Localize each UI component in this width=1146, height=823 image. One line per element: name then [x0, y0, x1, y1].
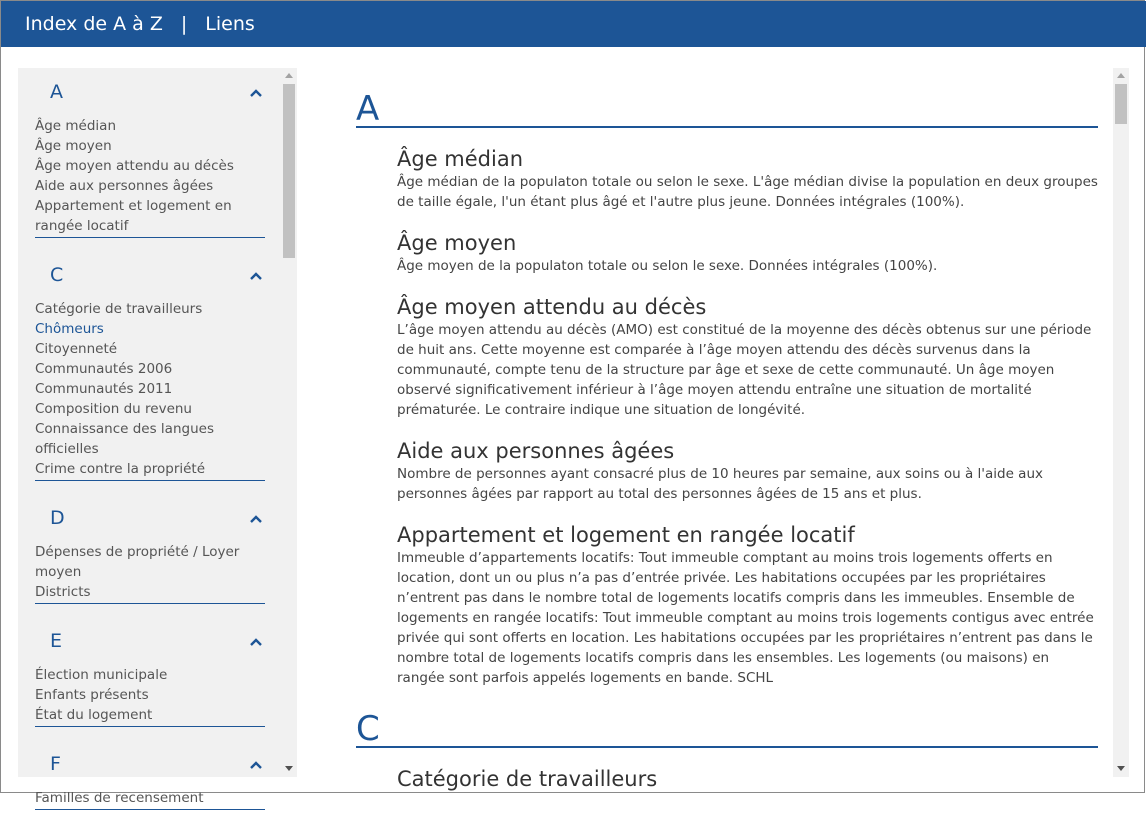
- chevron-up-icon[interactable]: [249, 514, 263, 524]
- entry-body: Nombre de personnes ayant consacré plus de 10 heures par semaine, aux soins ou à l'aide aux personnes âgées par rapport au total des personnes âgées de 15 ans et plus.: [397, 466, 1044, 502]
- sidebar-section-a: [18, 68, 281, 238]
- sidebar-section-header[interactable]: [35, 251, 281, 299]
- sidebar-item[interactable]: Âge médian: [35, 118, 117, 134]
- sidebar-section-header[interactable]: [35, 68, 281, 116]
- content-section-a: [356, 68, 1098, 688]
- scroll-up-arrow-icon[interactable]: [1117, 73, 1125, 78]
- sidebar-item[interactable]: Connaissance des langues officielles: [35, 421, 214, 457]
- sidebar-section-header[interactable]: [35, 740, 281, 788]
- chevron-up-icon[interactable]: [249, 760, 263, 770]
- sidebar-scroll-thumb[interactable]: [283, 84, 295, 258]
- sidebar-item[interactable]: Communautés 2006: [35, 361, 173, 377]
- entry-title: Âge moyen: [397, 231, 517, 255]
- sidebar-section-letter: C: [50, 264, 64, 286]
- main-content: [301, 68, 1113, 791]
- sidebar-item[interactable]: Dépenses de propriété / Loyer moyen: [35, 544, 240, 580]
- nav-liens[interactable]: Liens: [205, 13, 255, 35]
- sidebar-item[interactable]: Communautés 2011: [35, 381, 173, 397]
- scroll-up-arrow-icon[interactable]: [285, 73, 293, 78]
- sidebar-list: [18, 68, 281, 823]
- sidebar-section-d: [18, 494, 281, 604]
- entry-body: Âge médian de la populaton totale ou selon le sexe. L'âge médian divise la population en deux groupes de taille égale, l'un étant plus âgé et l'autre plus jeune. Données intégrales (100%).: [397, 174, 1098, 210]
- sidebar-items: [35, 542, 265, 604]
- chevron-up-icon[interactable]: [249, 88, 263, 98]
- sidebar-item-active[interactable]: Chômeurs: [35, 321, 104, 337]
- sidebar-section-letter: D: [50, 507, 65, 529]
- nav-separator: |: [180, 13, 188, 35]
- nav-index-a-z[interactable]: Index de A à Z: [25, 13, 163, 35]
- sidebar-item[interactable]: Appartement et logement en rangée locatif: [35, 198, 232, 234]
- sidebar-section-e: [18, 617, 281, 727]
- sidebar-section-header[interactable]: [35, 617, 281, 665]
- content-section-c: [356, 688, 1098, 792]
- chevron-up-icon[interactable]: [249, 637, 263, 647]
- content-scrollbar[interactable]: [1113, 68, 1129, 777]
- sidebar-item[interactable]: Élection municipale: [35, 667, 168, 683]
- sidebar-section-c: [18, 251, 281, 481]
- chevron-up-icon[interactable]: [249, 271, 263, 281]
- definition-entry: [356, 766, 1098, 792]
- sidebar-item[interactable]: Familles de recensement: [35, 790, 204, 806]
- sidebar-item[interactable]: Crime contre la propriété: [35, 461, 206, 477]
- sidebar-item[interactable]: Catégorie de travailleurs: [35, 301, 203, 317]
- definition-entry: [356, 294, 1098, 420]
- sidebar-items: [35, 665, 265, 727]
- scroll-down-arrow-icon[interactable]: [1117, 766, 1125, 771]
- sidebar-section-header[interactable]: [35, 494, 281, 542]
- entry-body: Âge moyen de la populaton totale ou selon le sexe. Données intégrales (100%).: [397, 258, 938, 274]
- sidebar-item[interactable]: Âge moyen attendu au décès: [35, 158, 234, 174]
- sidebar-item[interactable]: Âge moyen: [35, 138, 112, 154]
- section-letter-heading: C: [356, 688, 1098, 748]
- sidebar-section-letter: A: [50, 81, 63, 103]
- scroll-down-arrow-icon[interactable]: [285, 766, 293, 771]
- sidebar-item[interactable]: État du logement: [35, 707, 153, 723]
- sidebar-items: [35, 299, 265, 481]
- sidebar-item[interactable]: Aide aux personnes âgées: [35, 178, 214, 194]
- sidebar-item[interactable]: Enfants présents: [35, 687, 149, 703]
- entry-body: Immeuble d’appartements locatifs: Tout immeuble comptant au moins trois logements offerts en location, dont un ou plus n’a pas d’entrée privée. Les habitations occupées par les propriétaires n’entrent pas dans le nombre total de logements locatifs compris dans les immeubles. Ensemble de logements en rangée locatifs: Tout immeuble comptant au moins trois logements contigus avec entrée privée qui sont offerts en location. Les habitations occupées par les propriétaires n’entrent pas dans le nombre total de logements locatifs compris dans les ensembles. Les logements (ou maisons) en rangée sont parfois appelés logements en bande. SCHL: [397, 550, 1094, 686]
- sidebar-item[interactable]: Composition du revenu: [35, 401, 192, 417]
- entry-body: L’âge moyen attendu au décès (AMO) est constitué de la moyenne des décès obtenus sur une période de huit ans. Cette moyenne est comparée à l’âge moyen attendu des décès survenus dans la communauté, compte tenu de la structure par âge et sexe de cette communauté. Un âge moyen observé significativement inférieur à l’âge moyen attendu entraîne une situation de mortalité prématurée. Le contraire indique une situation de longévité.: [397, 322, 1092, 418]
- sidebar-section-letter: E: [50, 630, 63, 652]
- sidebar-items: [35, 116, 265, 238]
- entry-title: Appartement et logement en rangée locatif: [397, 523, 855, 547]
- definition-entry: [356, 438, 1098, 504]
- section-letter-heading: A: [356, 68, 1098, 128]
- definition-entry: [356, 522, 1098, 688]
- sidebar-scrollbar[interactable]: [281, 68, 297, 777]
- content-scroll-thumb[interactable]: [1115, 84, 1127, 124]
- definition-entry: [356, 230, 1098, 276]
- entry-title: Âge médian: [397, 147, 524, 171]
- sidebar-section-letter: F: [50, 753, 61, 775]
- sidebar-index: [18, 68, 297, 806]
- definition-entry: [356, 146, 1098, 212]
- sidebar-items: [35, 788, 265, 810]
- top-navigation-bar: [1, 1, 1146, 47]
- entry-title: Catégorie de travailleurs: [397, 767, 658, 791]
- entry-title: Aide aux personnes âgées: [397, 439, 675, 463]
- entry-title: Âge moyen attendu au décès: [397, 295, 707, 319]
- sidebar-item[interactable]: Citoyenneté: [35, 341, 118, 357]
- sidebar-item[interactable]: Districts: [35, 584, 91, 600]
- sidebar-section-f: [18, 740, 281, 810]
